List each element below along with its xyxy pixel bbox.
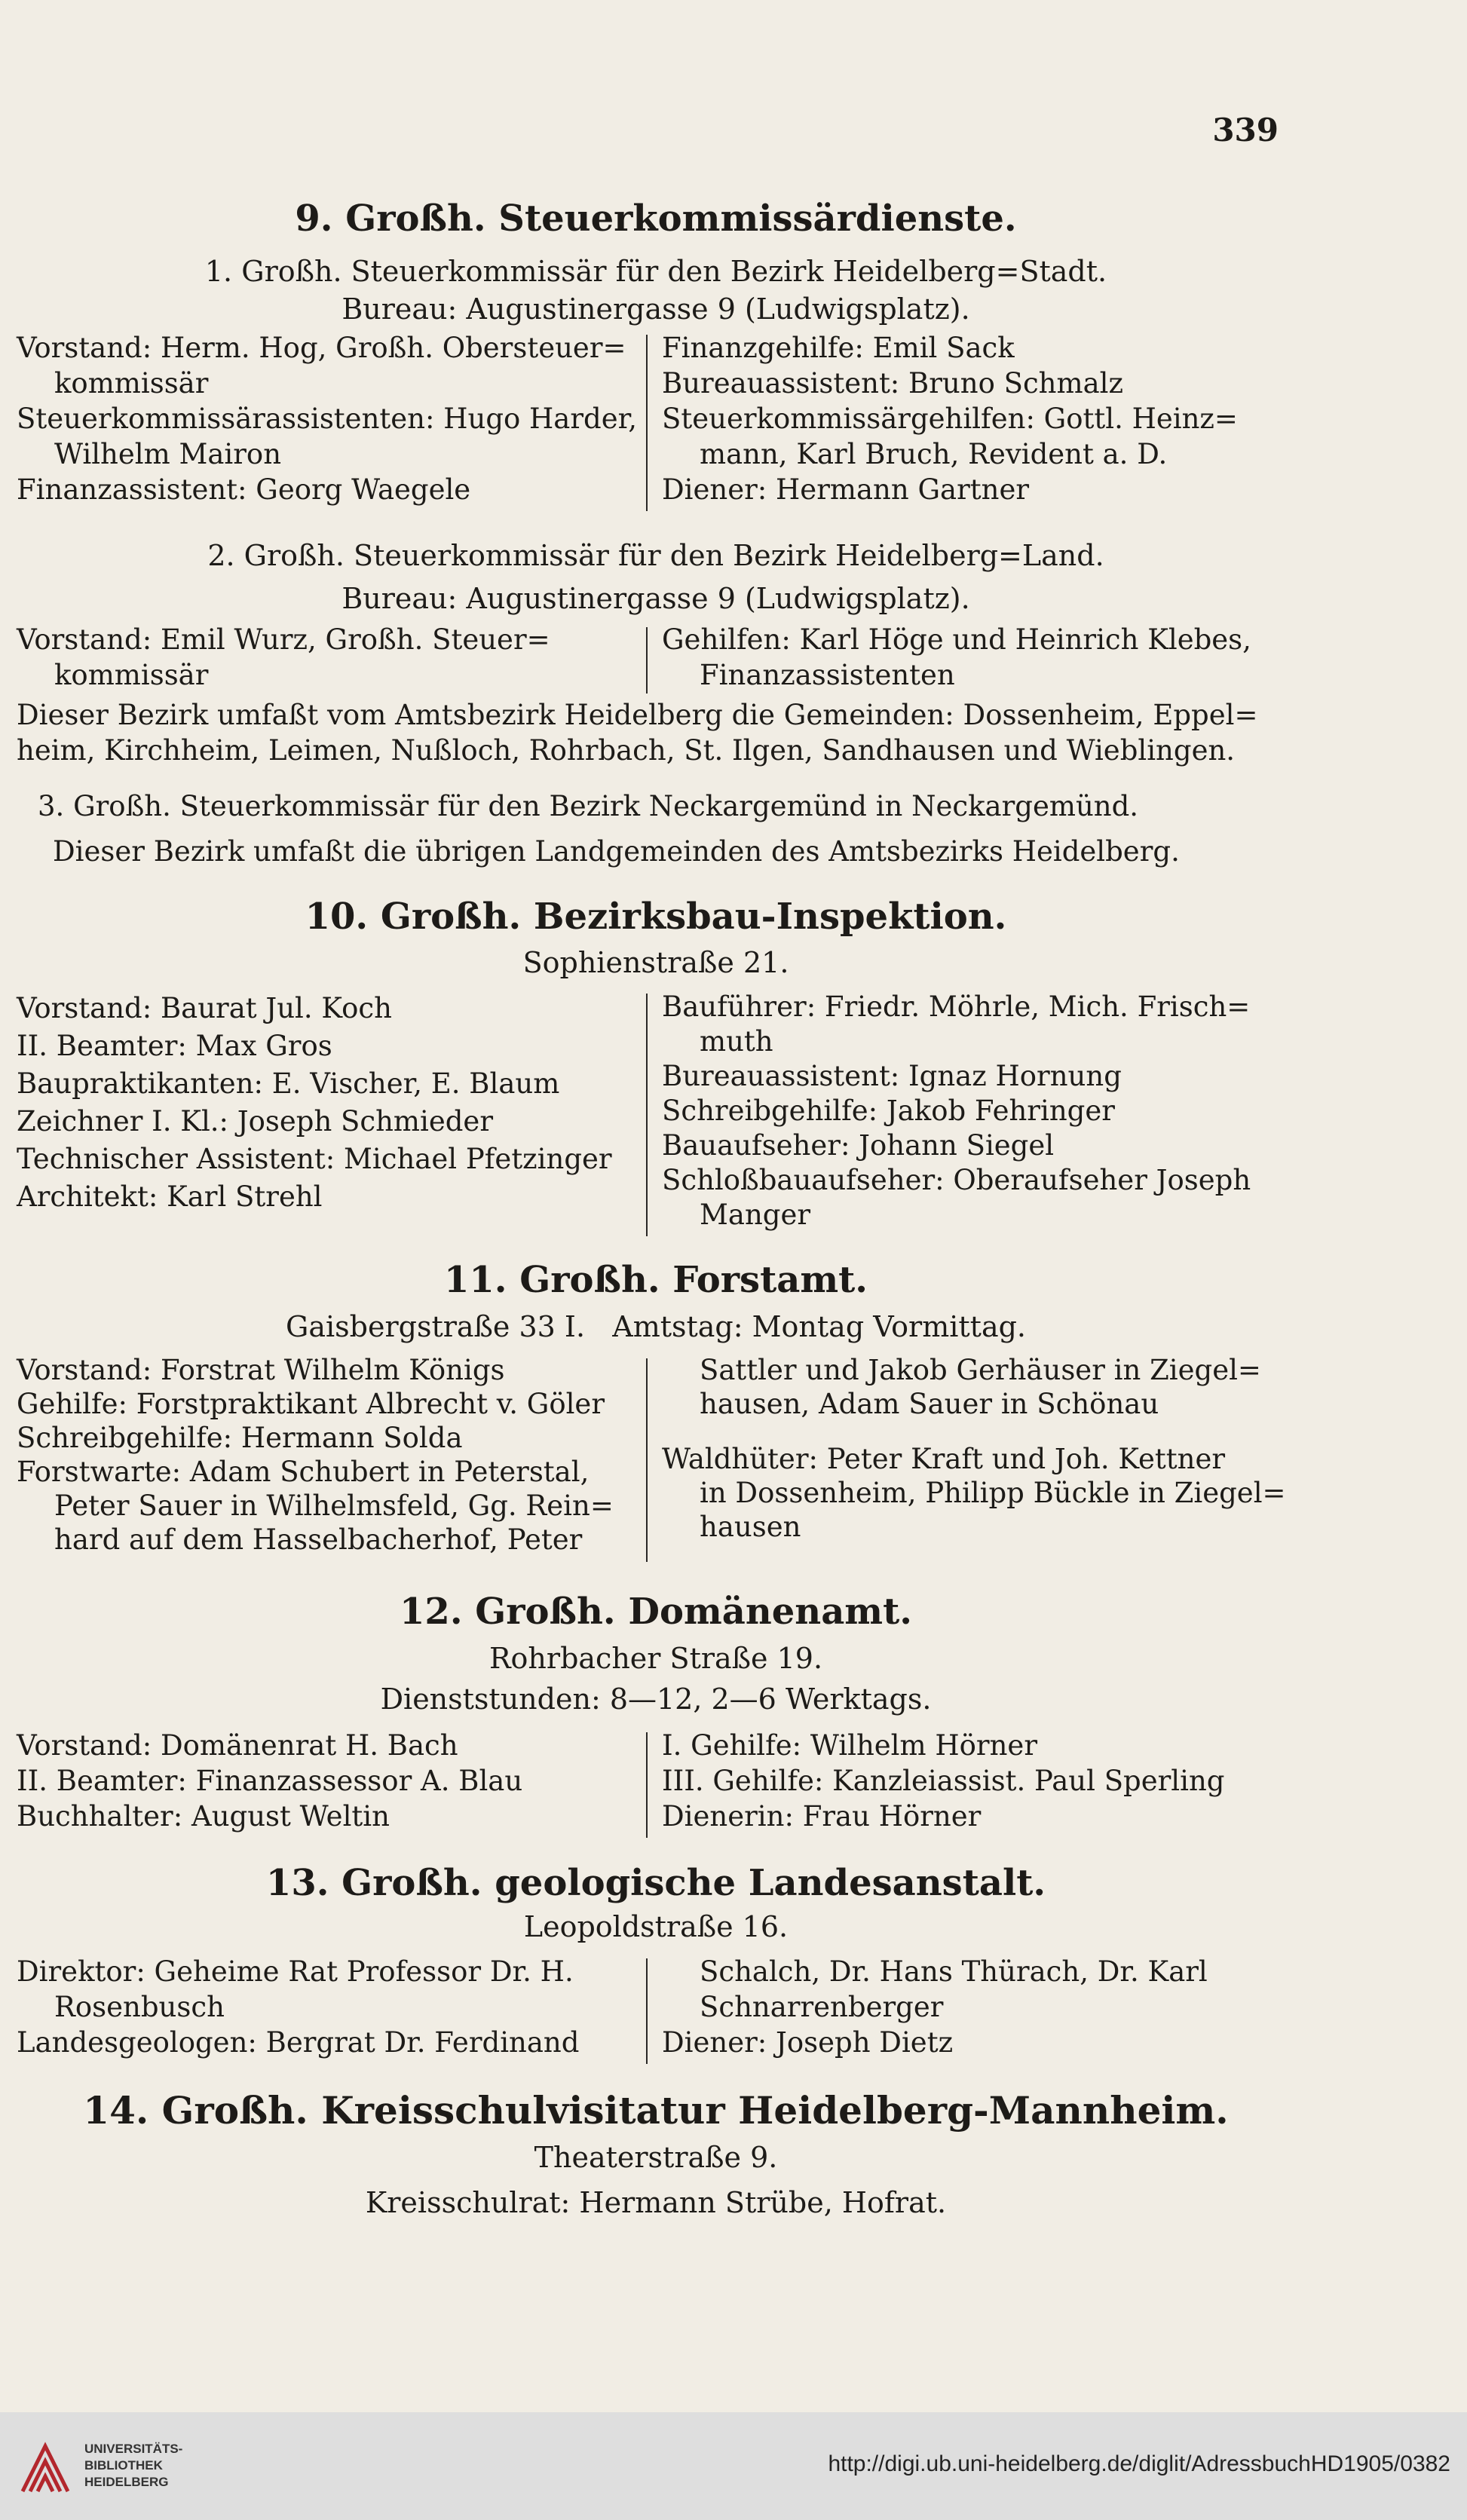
text-line: Vorstand: Emil Wurz, Großh. Steuer= (17, 623, 550, 656)
text-line: Buchhalter: August Weltin (17, 1800, 390, 1833)
section-10-heading: 10. Großh. Bezirksbau-Inspektion. (305, 896, 1007, 938)
text-line: Vorstand: Domänenrat H. Bach (17, 1729, 458, 1762)
text-line: Bauführer: Friedr. Möhrle, Mich. Frisch= (662, 991, 1251, 1023)
text-line: Vorstand: Herm. Hog, Großh. Obersteuer= (17, 332, 626, 364)
column-divider (646, 1358, 648, 1562)
text-line: Dienerin: Frau Hörner (662, 1800, 982, 1833)
text-line: Steuerkommissärassistenten: Hugo Harder, (17, 403, 638, 435)
section-11-heading: 11. Großh. Forstamt. (443, 1259, 868, 1301)
column-divider (646, 1958, 648, 2064)
text-line: Forstwarte: Adam Schubert in Peterstal, (17, 1456, 590, 1488)
page-number: 339 (1212, 112, 1279, 149)
text-line: II. Beamter: Finanzassessor A. Blau (17, 1765, 523, 1797)
s11-address: Gaisbergstraße 33 I. Amtstag: Montag Vormittag. (285, 1310, 1027, 1343)
text-line: hausen (700, 1511, 801, 1543)
text-line: hard auf dem Hasselbacherhof, Peter (54, 1523, 583, 1556)
text-line: mann, Karl Bruch, Revident a. D. (700, 438, 1168, 470)
text-line: Finanzassistenten (700, 659, 955, 691)
text-line: Diener: Joseph Dietz (662, 2026, 954, 2059)
text-line: muth (700, 1025, 773, 1058)
text-line: Bureauassistent: Bruno Schmalz (662, 367, 1123, 400)
s12-hours: Dienststunden: 8—12, 2—6 Werktags. (380, 1683, 932, 1716)
text-line: Baupraktikanten: E. Vischer, E. Blaum (17, 1067, 560, 1100)
text-line: Gehilfe: Forstpraktikant Albrecht v. Göler (17, 1388, 605, 1420)
s9-sub2-bureau: Bureau: Augustinergasse 9 (Ludwigsplatz). (341, 582, 970, 615)
text-line: Finanzassistent: Georg Waegele (17, 473, 471, 506)
text-line: Vorstand: Baurat Jul. Koch (17, 992, 392, 1024)
footer-bar (0, 2412, 1467, 2520)
source-url[interactable]: http://digi.ub.uni-heidelberg.de/diglit/AdressbuchHD1905/0382 (828, 2451, 1450, 2476)
s9-sub3-note: Dieser Bezirk umfaßt die übrigen Landgemeinden des Amtsbezirks Heidelberg. (53, 835, 1180, 868)
s14-address: Theaterstraße 9. (534, 2141, 778, 2174)
text-line: kommissär (54, 367, 209, 400)
text-line: heim, Kirchheim, Leimen, Nußloch, Rohrbach, St. Ilgen, Sandhausen und Wieblingen. (17, 734, 1236, 767)
text-line: Schreibgehilfe: Jakob Fehringer (662, 1095, 1115, 1127)
text-line: Bureauassistent: Ignaz Hornung (662, 1060, 1122, 1092)
text-line: Bauaufseher: Johann Siegel (662, 1129, 1055, 1162)
text-line: Zeichner I. Kl.: Joseph Schmieder (17, 1105, 494, 1138)
text-line: Architekt: Karl Strehl (17, 1180, 323, 1213)
text-line: Rosenbusch (54, 1991, 225, 2023)
s9-sub2-right-column (662, 622, 1295, 693)
s13-right-column (662, 1954, 1295, 2060)
s10-left-column (17, 990, 642, 1216)
s11-left-column (17, 1353, 642, 1557)
library-name-line: HEIDELBERG (84, 2475, 169, 2489)
column-divider (646, 627, 648, 694)
text-line: Sattler und Jakob Gerhäuser in Ziegel= (700, 1354, 1261, 1386)
section-13-heading: 13. Großh. geologische Landesanstalt. (265, 1862, 1046, 1904)
s14-line: Kreisschulrat: Hermann Strübe, Hofrat. (365, 2186, 947, 2219)
s12-address: Rohrbacher Straße 19. (488, 1642, 823, 1675)
library-logo-icon (15, 2435, 75, 2499)
text-line: Schnarrenberger (700, 1991, 944, 2023)
text-line: Peter Sauer in Wilhelmsfeld, Gg. Rein= (54, 1490, 614, 1522)
text-line: Waldhüter: Peter Kraft und Joh. Kettner (662, 1443, 1226, 1475)
s11-right-column (662, 1353, 1295, 1544)
text-line: Schreibgehilfe: Hermann Solda (17, 1422, 463, 1454)
s9-sub2-title: 2. Großh. Steuerkommissär für den Bezirk Heidelberg=Land. (207, 539, 1104, 572)
text-line: III. Gehilfe: Kanzleiassist. Paul Sperling (662, 1765, 1225, 1797)
section-12-heading: 12. Großh. Domänenamt. (400, 1591, 912, 1633)
text-line: Schalch, Dr. Hans Thürach, Dr. Karl (700, 1955, 1208, 1988)
column-divider (646, 335, 648, 511)
text-line: Steuerkommissärgehilfen: Gottl. Heinz= (662, 403, 1238, 435)
library-name (84, 2441, 182, 2491)
s9-sub2-left-column (17, 622, 642, 693)
column-divider (646, 1732, 648, 1838)
s12-right-column (662, 1728, 1295, 1834)
text-line: Vorstand: Forstrat Wilhelm Königs (17, 1354, 505, 1386)
s9-sub1-bureau: Bureau: Augustinergasse 9 (Ludwigsplatz). (341, 292, 970, 326)
text-line: Dieser Bezirk umfaßt vom Amtsbezirk Heidelberg die Gemeinden: Dossenheim, Eppel= (17, 699, 1258, 731)
text-line: Schloßbauaufseher: Oberaufseher Joseph (662, 1164, 1251, 1196)
section-14-heading: 14. Großh. Kreisschulvisitatur Heidelberg-Mannheim. (83, 2088, 1229, 2133)
text-line: in Dossenheim, Philipp Bückle in Ziegel= (700, 1477, 1286, 1509)
section-9-heading: 9. Großh. Steuerkommissärdienste. (295, 197, 1017, 240)
s13-left-column (17, 1954, 642, 2060)
s9-sub3-title: 3. Großh. Steuerkommissär für den Bezirk Neckargemünd in Neckargemünd. (38, 790, 1139, 822)
s9-sub1-title: 1. Großh. Steuerkommissär für den Bezirk Heidelberg=Stadt. (204, 255, 1107, 288)
library-name-line: UNIVERSITÄTS- (84, 2442, 183, 2456)
text-line: Wilhelm Mairon (54, 438, 282, 470)
column-divider (646, 994, 648, 1236)
text-line: Technischer Assistent: Michael Pfetzinger (17, 1143, 612, 1175)
text-line: II. Beamter: Max Gros (17, 1030, 332, 1062)
text-line: Finanzgehilfe: Emil Sack (662, 332, 1015, 364)
s9-sub1-left-column (17, 330, 642, 507)
text-line: Manger (700, 1199, 811, 1231)
s9-sub2-note (17, 697, 1298, 768)
s10-right-column (662, 990, 1295, 1232)
text-line: Landesgeologen: Bergrat Dr. Ferdinand (17, 2026, 580, 2059)
s12-left-column (17, 1728, 642, 1834)
text-line: I. Gehilfe: Wilhelm Hörner (662, 1729, 1038, 1762)
s10-address: Sophienstraße 21. (522, 946, 789, 979)
text-line: Gehilfen: Karl Höge und Heinrich Klebes, (662, 623, 1251, 656)
s13-address: Leopoldstraße 16. (523, 1910, 789, 1943)
text-line: Direktor: Geheime Rat Professor Dr. H. (17, 1955, 574, 1988)
s9-sub1-right-column (662, 330, 1295, 507)
library-name-line: BIBLIOTHEK (84, 2458, 163, 2473)
text-line: kommissär (54, 659, 209, 691)
text-line: Diener: Hermann Gartner (662, 473, 1030, 506)
text-line: hausen, Adam Sauer in Schönau (700, 1388, 1159, 1420)
